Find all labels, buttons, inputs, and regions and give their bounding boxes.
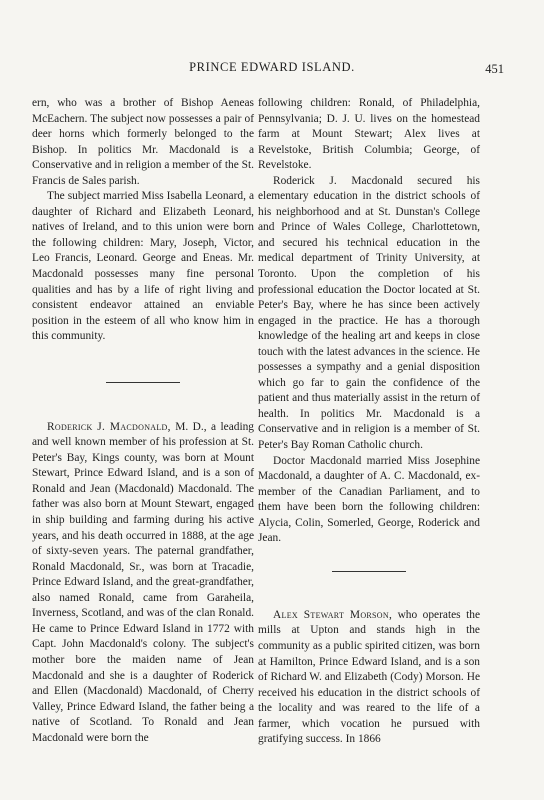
page-number: 451 [485,62,504,76]
right-column [258,96,480,748]
biography-paragraph [258,608,480,748]
biography-subject-name: Roderick J. Macdonald, [47,420,171,433]
left-column [32,96,254,746]
biography-paragraph [32,420,254,746]
biography-subject-name: Alex Stewart Morson, [273,608,393,621]
paragraph: Doctor Macdonald married Miss Josephine Macdonald, a daughter of A. C. Macdonald, ex-member of the Canadian Parliament, and to them have been born the following children: Alycia, Colin, Somerled, George, Roderick and Jean. [258,454,480,545]
paragraph: ern, who was a brother of Bishop Aeneas McEachern. The subject now possesses a pair of deer horns which formerly belonged to the Bishop. In politics Mr. Macdonald is a Conservative and in religion a member of the St. Francis de Sales parish. [32,97,254,187]
running-title: PRINCE EDWARD ISLAND. [189,60,355,74]
paragraph-text: M. D., a leading and well known member of his profession at St. Peter's Bay, Kings county, was born at Mount Stewart, Prince Edward Island, and is a son of Ronald and Jean (Macdonald) Macdonald. The father was also born at Mount Stewart, engaged in ship building and farming during his active years, and his death occurred in 1888, at the age of sixty-seven years. The paternal grandfather, Ronald Macdonald, Sr., was born at Tracadie, Prince Edward Island, and the great-grandfather, also named Ronald, came from Garaheila, Inverness, Scotland, and was of the clan Ronald. He came to Prince Edward Island in 1772 with Capt. John Macdonald's colony. The subject's mother bore the maiden name of Jean Macdonald and she is a daughter of Roderick and Ellen (Macdonald) Macdonald, of Cherry Valley, Prince Edward Island, the father being a native of Scotland. To Ronald and Jean Macdonald were born the [32,420,255,744]
paragraph: The subject married Miss Isabella Leonard, a daughter of Richard and Elizabeth Leonard, natives of Ireland, and to this union were born the following children: Mary, Joseph, Victor, Leo Francis, Leonard. George and Eneas. Mr. Macdonald possesses many fine personal qualities and has by a life of right living and consistent endeavor attained an enviable position in the esteem of all who know him in this community. [32,190,254,343]
paragraph: following children: Ronald, of Philadelphia, Pennsylvania; D. J. U. lives on the homestead farm at Mount Stewart; Alex lives at Revelstoke, British Columbia; George, of Revelstoke. [258,97,480,172]
paragraph-text: who operates the mills at Upton and stands high in the community as a public spirited citizen, was born at Hamilton, Prince Edward Island, and is a son of Richard W. and Elizabeth (Cody) Morson. He received his education in the district schools of the locality and was reared to the life of a farmer, which vocation he pursued with gratifying success. In 1866 [258,608,480,746]
paragraph: Roderick J. Macdonald secured his elementary education in the district schools of his neighborhood and at St. Dunstan's College and Prince of Wales College, Charlottetown, and secured his technical education in the medical department of Trinity University, at Toronto. Upon the completion of his professional education the Doctor located at St. Peter's Bay, where he has since been actively engaged in the practice. He has a thorough knowledge of the healing art and keeps in close touch with the latest advances in the science. He possesses a sympathy and a genial disposition which go far to gain the confidence of the patient and thus materially assist in the return of health. In politics Mr. Macdonald is a Conservative and in religion is a member of St. Peter's Bay Roman Catholic church. [258,174,480,452]
